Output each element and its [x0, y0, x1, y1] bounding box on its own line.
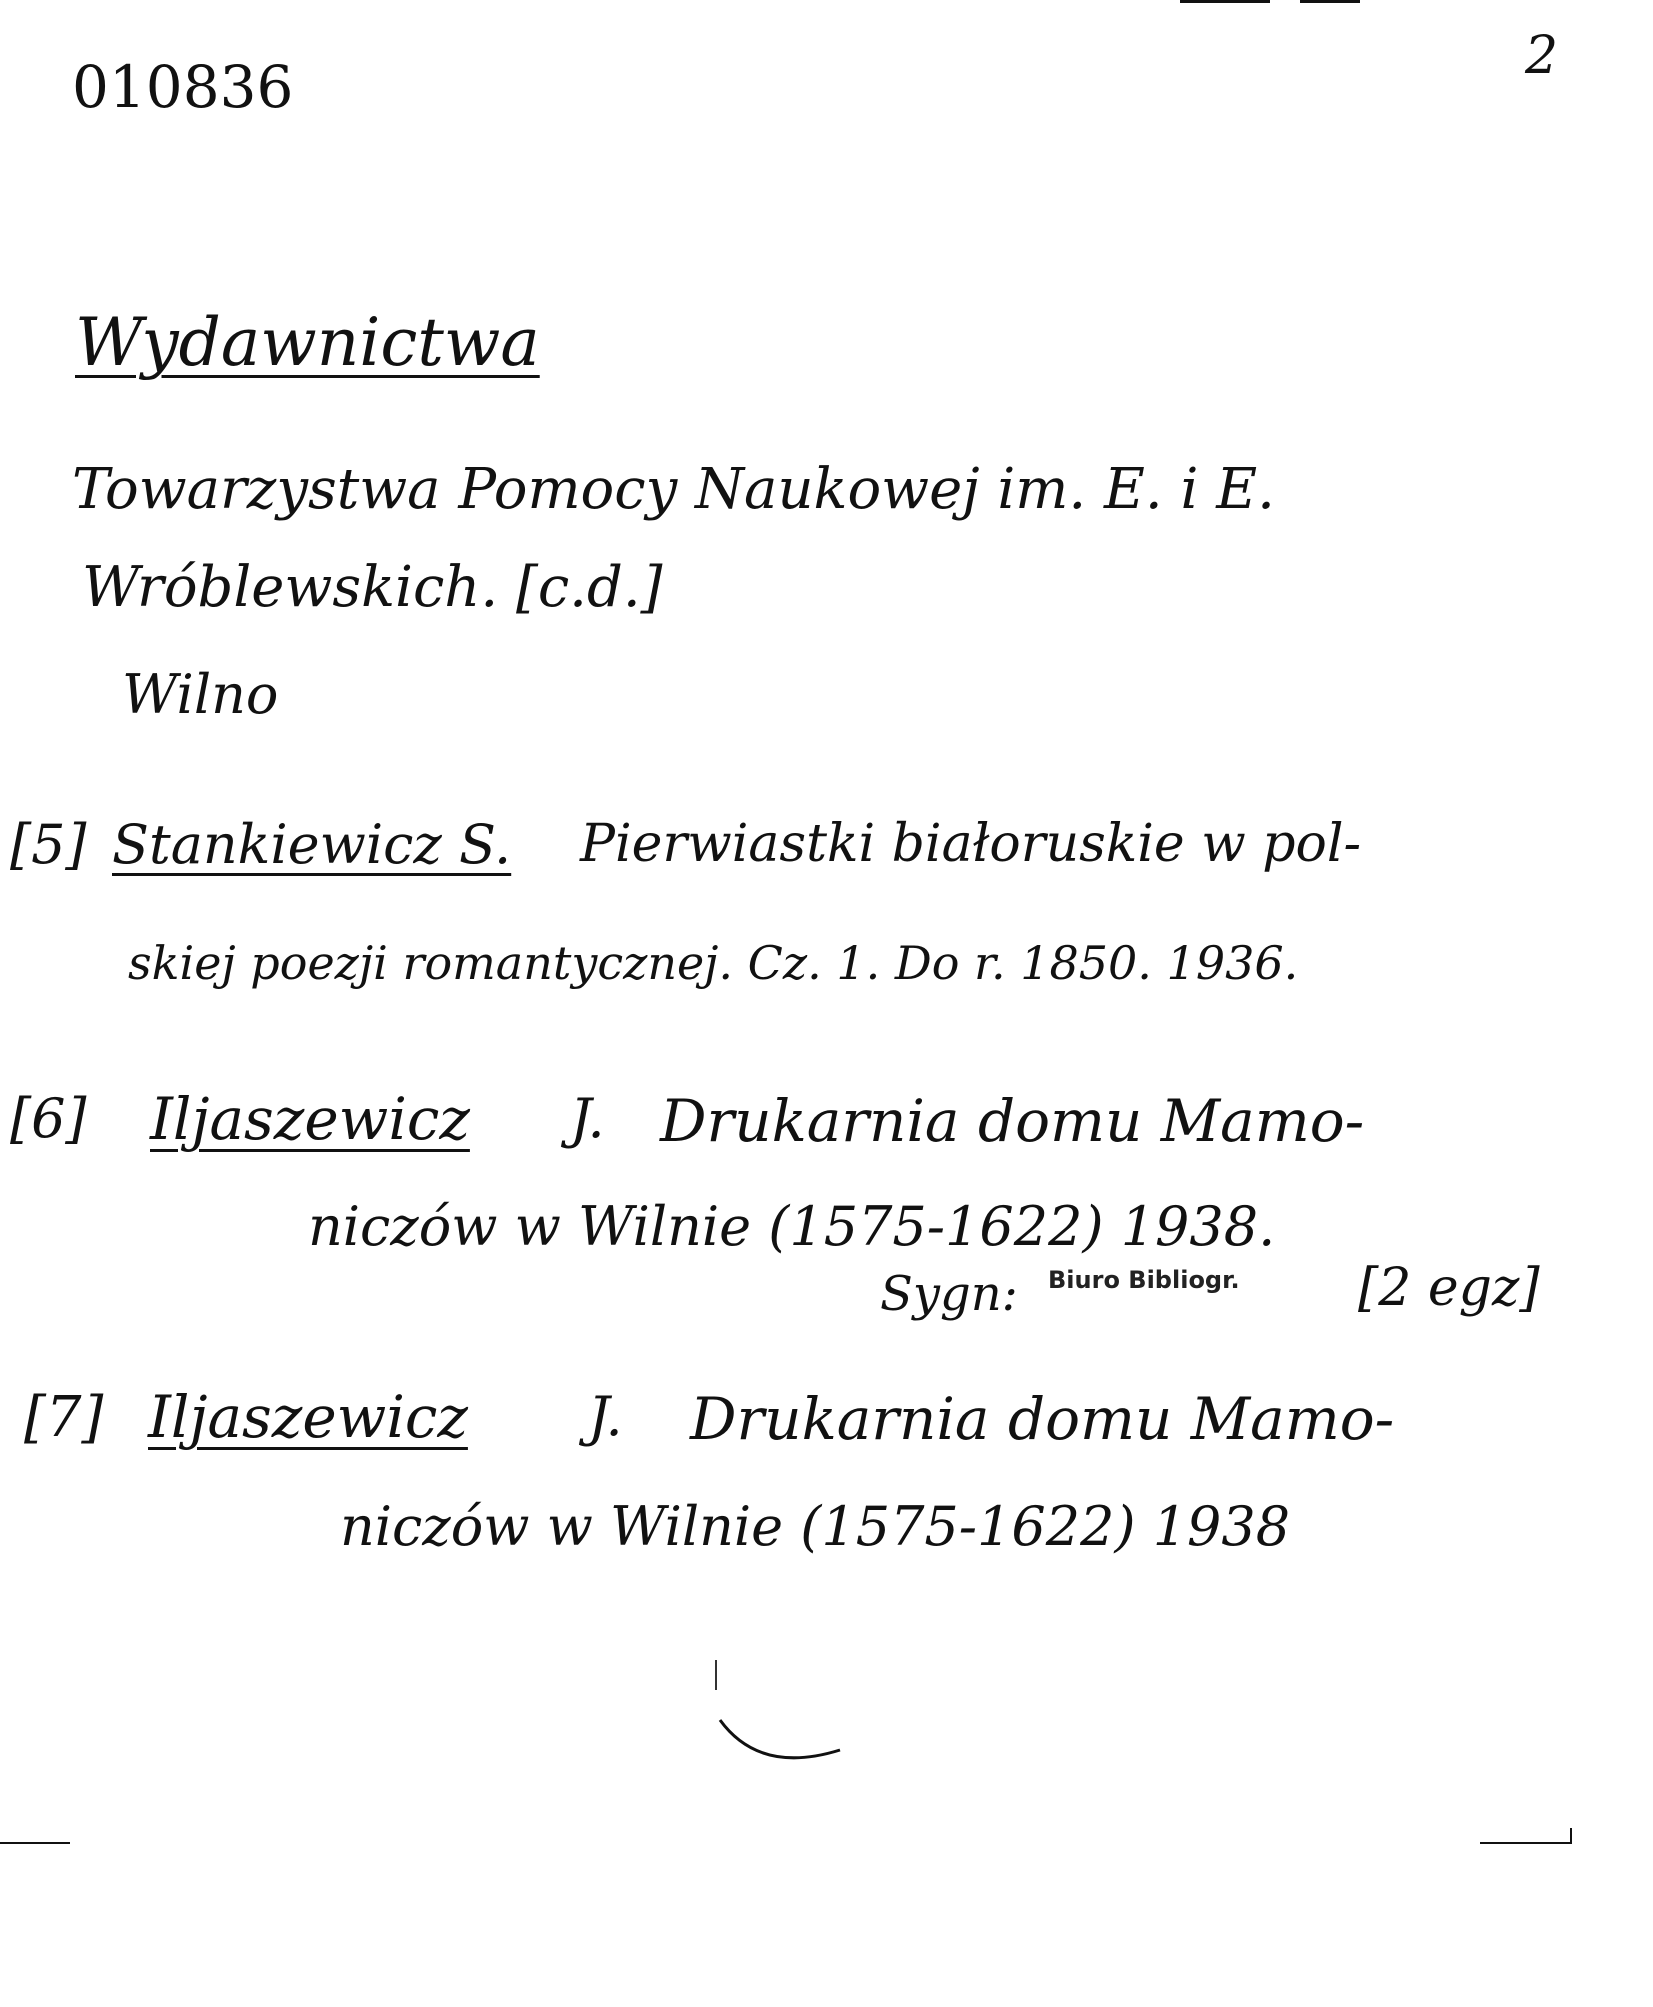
entry-title-line-1: Drukarnia domu Mamo- [690, 1385, 1395, 1453]
signature-label: Sygn: [880, 1266, 1018, 1322]
bottom-left-edge-mark [0, 1842, 70, 1844]
entry-title-line-2: niczów w Wilnie (1575-1622) 1938. [308, 1195, 1276, 1258]
library-stamp: Biuro Bibliogr. [1048, 1266, 1240, 1294]
entry-number: [6] [10, 1087, 87, 1150]
bottom-right-edge-mark [1480, 1842, 1572, 1844]
entry-author: Iljaszewicz [148, 1383, 468, 1451]
bottom-right-edge-tick [1570, 1828, 1572, 1844]
catalog-number: 010836 [72, 53, 294, 121]
entry-author-initial: J. [570, 1087, 605, 1150]
entry-author: Iljaszewicz [150, 1085, 470, 1153]
entry-author-initial: J. [588, 1385, 623, 1448]
entry-title-line-1: Drukarnia domu Mamo- [660, 1087, 1365, 1155]
place: Wilno [122, 663, 279, 726]
entry-title-line-1: Pierwiastki białoruskie w pol- [580, 814, 1362, 874]
top-edge-mark-right [1300, 0, 1360, 3]
entry-title-line-2: skiej poezji romantycznej. Cz. 1. Do r. 1850. 1936. [128, 936, 1299, 990]
entry-title-line-2: niczów w Wilnie (1575-1622) 1938 [340, 1495, 1291, 1558]
entry-number: [5] [10, 813, 87, 876]
series-line-2: Wróblewskich. [c.d.] [82, 555, 663, 620]
punch-hole-mark [700, 1660, 860, 1780]
series-line-1: Towarzystwa Pomocy Naukowej im. E. i E. [72, 457, 1275, 522]
entry-author: Stankiewicz S. [112, 813, 512, 876]
heading: Wydawnictwa [75, 304, 540, 381]
top-edge-mark [1180, 0, 1270, 3]
page-number: 2 [1525, 26, 1559, 86]
copies-count: [2 egz] [1358, 1258, 1540, 1318]
entry-number: [7] [24, 1385, 104, 1450]
